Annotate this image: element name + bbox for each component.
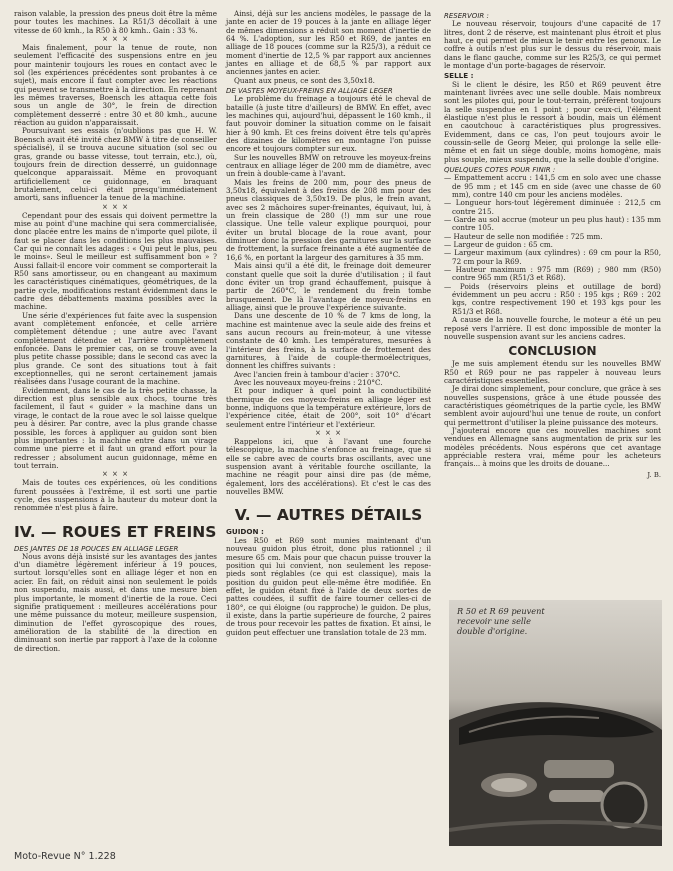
paragraph: Mais ainsi qu'il a été dit, le freinage doit demeurer constant quelle que soit la durée d'utilisation ; il faut donc éviter un trop grand échauffement, puisque à partir de 260°C, le rendement du frein tombe brusquement. De là l'avantage de moyeux-freins en alliage, ainsi que le prouve l'expérience suivante. [226, 261, 431, 312]
paragraph: Une série d'expériences fut faite avec la suspension avant complètement enfoncée, et celle arrière complètement détendue ; une autre avec l'avant complètement détendue et l'arrière complètement enfoncée. Dans le premier cas, on se trouve avec la plus petite chasse possible; dans le second cas avec la plus grande. Ce sont des situations tout à fait exceptionnelles, qui ne seront certainement jamais réalisées dans l'usage courant de la machine. [14, 310, 217, 387]
paragraph: Mais finalement, pour la tenue de route, non seulement l'efficacité des suspensions entre en jeu pour maintenir toujours les roues en contact avec le sol (les expériences précédentes sont probantes à ce sujet), mais encore il faut compter avec les réactions qui peuvent se transmettre à la direction. En reprenant les mêmes traverses, Boensch les attaqua cette fois sous un angle de 30°, le frein de direction complètement desserré : entre 30 et 80 kmh., aucune réaction au guidon n'apparaissait. [14, 43, 217, 128]
subheading: GUIDON : [226, 527, 264, 537]
list-item: — Largeur de guidon : 65 cm. [444, 240, 553, 250]
paragraph: Je me suis amplement étendu sur les nouvelles BMW R50 et R69 pour ne pas rappeler à nouveau leurs caractéristiques essentielles. [444, 359, 661, 385]
separator: × × × [314, 429, 343, 438]
subheading: SELLE : [444, 71, 474, 81]
paragraph: Poursuivant ses essais (n'oublions pas que H. W. Boensch avait été invité chez BMW à titre de conseiller spécialisé), il se trouva aucune situation (sol sec ou gras, grande ou basse vitesse, tout terrain, etc.), où, toujours frein de direction desserré, un guidonnage quelconque apparaissait. Même en provoquant artificiellement ce guidonnage, en braquant brutalement, celui-ci était presqu'immédiatement amorti, sans influencer la tenue de la machine. [14, 126, 217, 203]
list-item: — Hauteur maximum : 975 mm (R69) ; 980 mm (R50) contre 965 mm (R51/3 et R68). [444, 265, 661, 283]
paragraph: Ainsi, déjà sur les anciens modèles, le passage de la jante en acier de 19 pouces à la jante en alliage léger de mêmes dimensions a réduit son moment d'inertie de 64 %. L'adoption, sur les R50 et R69, de jantes en alliage de 18 pouces (comme sur la R25/3), a réduit ce moment d'inertie de 12,5 % par rapport aux anciennes jantes en alliage et de 68,5 % par rapport aux anciennes jantes en acier. [226, 9, 431, 77]
author-signature: J. B. [647, 470, 661, 479]
paragraph: Evidemment, dans le cas de la très petite chasse, la direction est plus sensible aux chocs, tourne très facilement, il faut « guider » la machine dans un virage, le contact de la roue avec le sol laisse quelque peu à désirer. Par contre, avec la plus grande chasse possible, les forces à appliquer au guidon sont bien plus importantes : la machine entre dans un virage comme une pierre et il faut un grand effort pour la redresser ; absolument aucun guidonnage, même en tout terrain. [14, 385, 217, 470]
paragraph: Nous avons déjà insisté sur les avantages des jantes d'un diamètre légèrement inférieur à 19 pouces, surtout lorsqu'elles sont en alliage léger et non en acier. En fait, on réduit ainsi non seulement le poids non suspendu, mais aussi, et dans une mesure bien plus importante, le moment d'inertie de la roue. Ceci signifie pratiquement : meilleures accélérations pour une même puissance du moteur, meilleure suspension, diminution de l'effet gyroscopique des roues, amélioration de la stabilité de la direction en diminuant son inertie par rapport à l'axe de la colonne de direction. [14, 551, 217, 653]
paragraph: Avec les nouveaux moyeu-freins : 210°C. [234, 377, 383, 387]
paragraph: A cause de la nouvelle fourche, le moteur a été un peu reposé vers l'arrière. Il est donc impossible de monter la nouvelle suspension avant sur les anciens cadres. [444, 315, 661, 341]
paragraph: J'ajouterai encore que ces nouvelles machines sont vendues en Allemagne sans augmentation de prix sur les modèles précédents. Nous espérons que cet avantage appréciable restera vrai, même pour les acheteurs français... à moins que les droits de douane... [444, 425, 661, 469]
column-1 [14, 10, 217, 653]
list-item: — Longueur hors-tout légèrement diminuée : 212,5 cm contre 215. [444, 198, 661, 216]
separator: × × × [101, 35, 130, 44]
paragraph: Sur les nouvelles BMW on retrouve les moyeux-freins centraux en alliage léger de 200 mm de diamètre, avec un frein à double-came à l'avant. [226, 152, 431, 179]
subheading: QUELQUES COTES POUR FINIR : [444, 166, 556, 175]
photo-caption: R 50 et R 69 peuvent recevoir une selle double d'origine. [457, 606, 545, 636]
motorcycle-seat-illustration [449, 600, 662, 846]
subheading: RESERVOIR : [444, 12, 489, 20]
column-2 [226, 10, 431, 637]
paragraph: Je dirai donc simplement, pour conclure, que grâce à ses nouvelles suspensions, grâce à une étude poussée des caractéristiques géométriques de la partie cycle, les BMW semblent avoir aujourd'hui une tenue de route, un confort qui permettront d'utiliser la pleine puissance des moteurs. [444, 384, 661, 427]
paragraph: Avec l'ancien frein à tambour d'acier : 370°C. [234, 369, 401, 379]
section-heading: V. — AUTRES DÉTAILS [234, 506, 423, 525]
paragraph: Les R50 et R69 sont munies maintenant d'un nouveau guidon plus étroit, donc plus rationnel ; il mesure 65 cm. Mais pour que chacun puisse trouver la position qui lui convient, non seulement les repose-pieds sont réglables (ce qui est classique), mais la position du guidon peut elle-même être modifiée. En effet, le guidon étant fixé à l'aide de deux sortes de pattes coudées, il suffit de faire tourner celles-ci de 180°, ce qui éloigne (ou rapproche) le guidon. De plus, il existe, dans la partie supérieure de fourche, 2 paires de trous pour recevoir les pattes de fixation. Et ainsi, le guidon peut effectuer une translation totale de 23 mm. [226, 535, 431, 637]
paragraph: raison valable, la pression des pneus doit être la même pour toutes les machines. La R51/3 décollait à une vitesse de 60 kmh., la R50 à 80 kmh.. Gain : 33 %. [14, 9, 217, 35]
section-heading: IV. — ROUES ET FREINS [14, 522, 217, 541]
list-item: — Empattement accru : 141,5 cm en solo avec une chasse de 95 mm ; et 145 cm en side (avec une chasse de 60 mm), contre 140 cm pour les anciens modèles. [444, 173, 661, 199]
paragraph: Quant aux pneus, ce sont des 3,50x18. [234, 75, 375, 85]
separator: × × × [101, 470, 130, 479]
list-item: — Garde au sol accrue (moteur un peu plus haut) : 135 mm contre 105. [444, 215, 661, 233]
subheading: DES JANTES DE 18 POUCES EN ALLIAGE LEGER [14, 544, 179, 553]
paragraph: Mais de toutes ces expériences, où les conditions furent poussées à l'extrême, il est sorti une partie cycle, des suspensions à la hauteur du moteur dont la renommée n'est plus à faire. [14, 478, 217, 513]
separator: × × × [101, 202, 130, 211]
paragraph: Dans une descente de 10 % de 7 kms de long, la machine est maintenue avec la seule aide des freins et sans aucun recours au frein-moteur, à une vitesse constante de 40 kmh. Les températures, mesurées à l'intérieur des freins, à la surface de frottement des garnitures, à l'aide de couple-thermoélectriques, donnent les chiffres suivants : [226, 311, 431, 371]
paragraph: Si le client le désire, les R50 et R69 peuvent être maintenant livrées avec une selle double. Mais nombreux sont les pilotes qui, pour le tout-terrain, préfèrent toujours la selle suspendue en 1 point ; pour ceux-ci, l'élément élastique n'est plus le ressort à boudin, mais un élément en caoutchouc à caractéristiques plus progressives. Evidemment, dans ce cas, l'on peut toujours avoir le coussin-selle de Georg Meier, qui prolonge la selle elle-même et en fait un siège double, moins homogène, mais plus souple, mieux suspendu, que la selle double d'origine. [444, 79, 661, 164]
column-3 [444, 10, 661, 479]
motorcycle-seat-photo [449, 600, 662, 846]
paragraph: Le problème du freinage a toujours été le cheval de bataille (à juste titre d'ailleurs) de BMW. En effet, avec les machines qui, aujourd'hui, dépassent le 160 kmh., il faut pouvoir dominer la situation comme on le faisait hier à 90 kmh. Et ces freins doivent être tels qu'après des dizaines de kilomètres en montagne l'on puisse encore et toujours compter sur eux. [226, 94, 431, 154]
list-item: — Largeur maximum (aux cylindres) : 69 cm pour la R50, 72 cm pour la R69. [444, 248, 661, 266]
list-item: — Hauteur de selle non modifiée : 725 mm. [444, 231, 603, 241]
paragraph: Mais les freins de 200 mm, pour des pneus de 3,50x18, équivalent à des freins de 208 mm pour des pneus classiques de 3,50x19. De plus, le frein avant, avec ses 2 mâchoires super-freinantes, équivaut, lui, à un frein classique de 280 (!) mm sur une roue classique. Une telle valeur explique pourquoi, pour éviter un brutal blocage de la roue avant, pour diminuer donc la pression des garnitures sur la surface de frottement, la surface freinante a été augmentée de 16,6 %, en portant la largeur des garnitures à 35 mm. [226, 177, 431, 262]
list-item: — Poids (réservoirs pleins et outillage de bord) évidemment un peu accru : R50 : 195 kgs ; R69 : 202 kgs, contre respectivement 190 et 193 kgs pour les R51/3 et R68. [444, 281, 661, 316]
paragraph: Le nouveau réservoir, toujours d'une capacité de 17 litres, dont 2 de réserve, est maintenant plus étroit et plus haut, ce qui permet de mieux le tenir entre les genoux. Le coffre à outils n'est plus sur le dessus du réservoir, mais dans le flanc gauche, comme sur les R25/3, ce qui permet le montage d'un porte-bagages de réservoir. [444, 19, 661, 70]
paragraph: Et pour indiquer à quel point la conductibilité thermique de ces moyeux-freins en alliage léger est bonne, indiquons que la température extérieure, lors de l'expérience citée, était de 200°, soit 10° d'écart seulement entre l'intérieur et l'extérieur. [226, 386, 431, 429]
paragraph: Cependant pour des essais qui doivent permettre la mise au point d'une machine qui sera commercialisée, donc placée entre les mains de n'importe quel pilote, il faut se placer dans les conditions les plus mauvaises. Car qui ne connaît les adages : « Qui peut le plus, peu le moins». Seul le meilleur est suffisamment bon » ? Aussi fallait-il encore voir comment se comporterait la R50 sans amortisseur, ou en changeant au maximum les caractéristiques cinématiques, géométriques, de la partie cycle, modifications restant évidemment dans le cadre des débattements maxima possibles avec la machine. [14, 210, 217, 312]
page-footer: Moto-Revue N° 1.228 [14, 851, 116, 862]
paragraph: Rappelons ici, que à l'avant une fourche télescopique, la machine s'enfonce au freinage, que si elle se cabre avec de courts bras oscillants, avec une suspension avant à véritable fourche oscillante, la machine ne réagit pour ainsi dire pas (de même, également, lors des accélérations). Et c'est le cas des nouvelles BMW. [226, 437, 431, 497]
subheading: DE VASTES MOYEUX-FREINS EN ALLIAGE LEGER [226, 87, 393, 96]
conclusion-heading: CONCLUSION [508, 344, 597, 359]
